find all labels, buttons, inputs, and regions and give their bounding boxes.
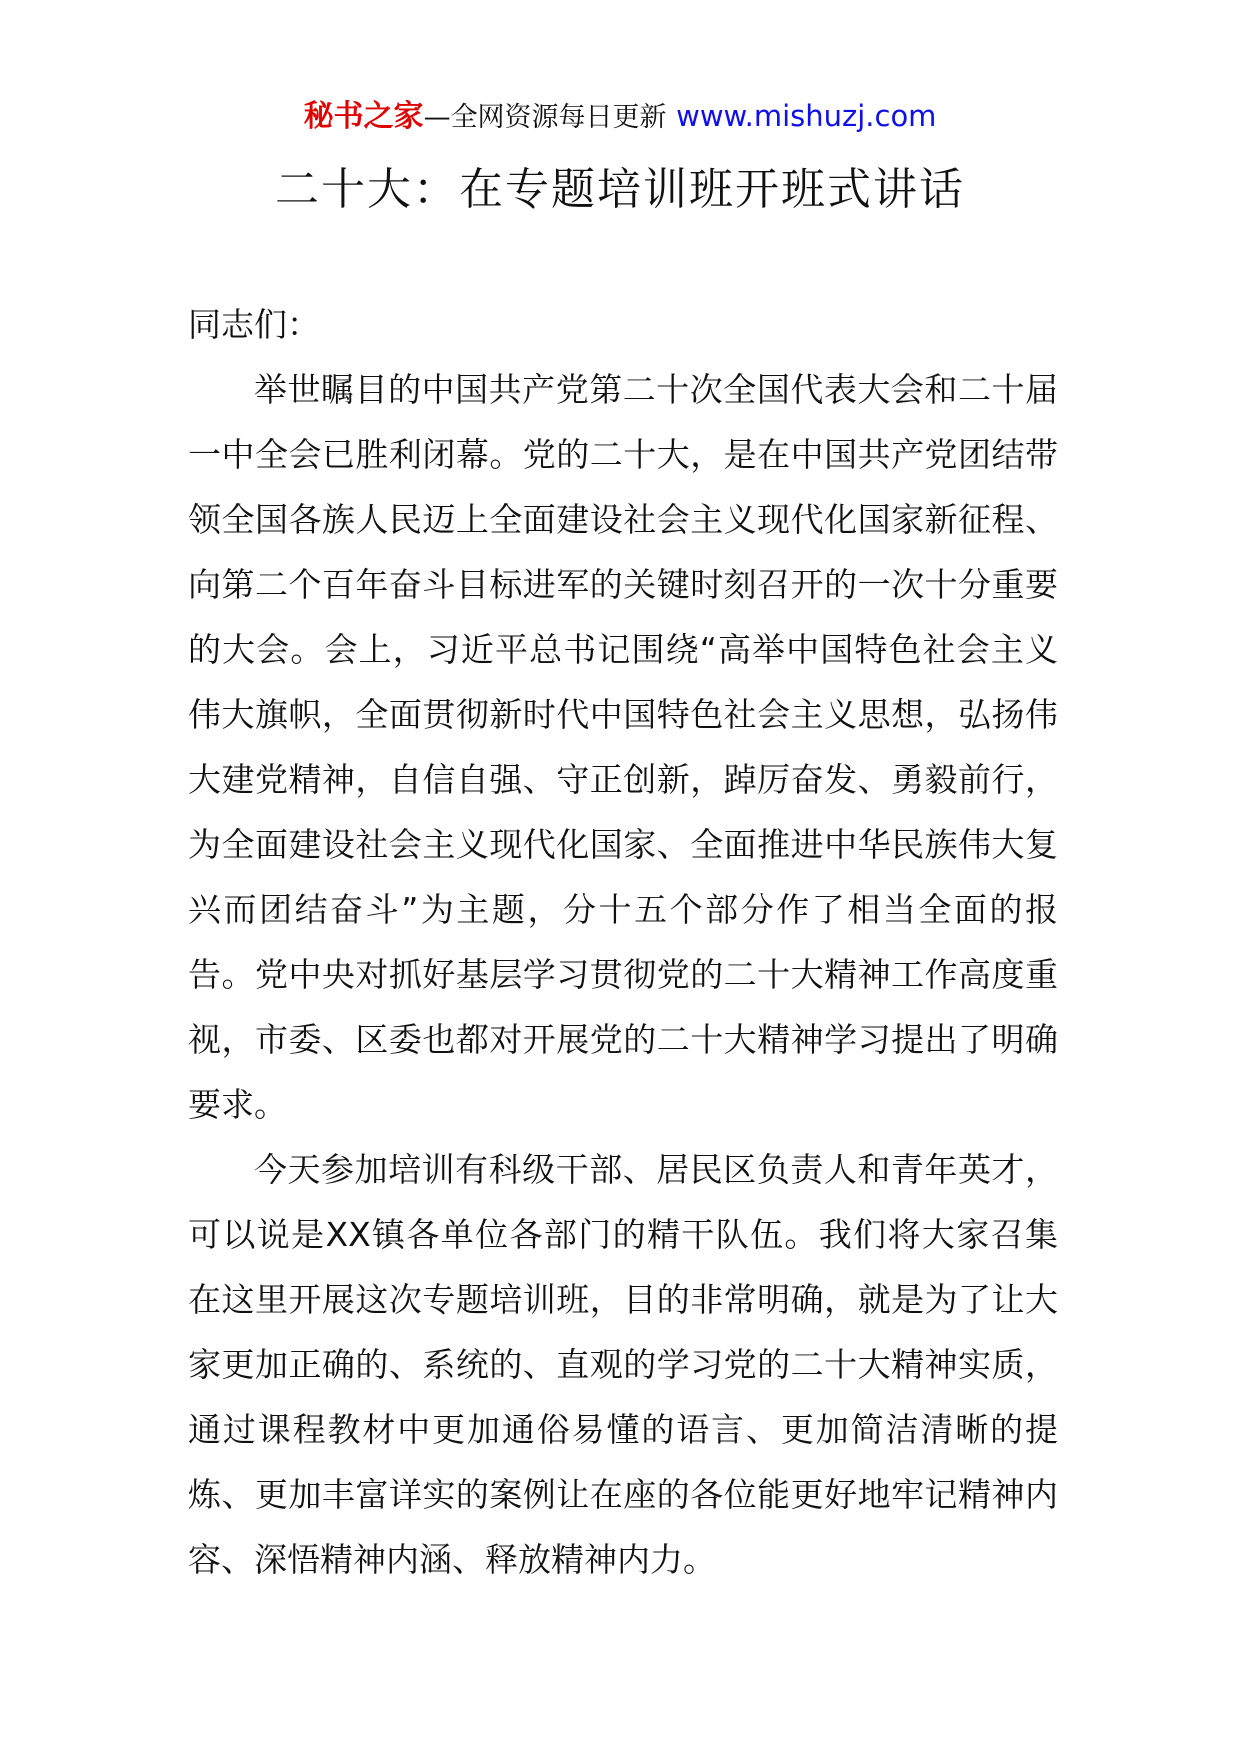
paragraph: 举世瞩目的中国共产党第二十次全国代表大会和二十届一中全会已胜利闭幕。党的二十大，是在中国共产党团结带领全国各族人民迈上全面建设社会主义现代化国家新征程、向第二个百年奋斗目标进军的关键时刻召开的一次十分重要的大会。会上，习近平总书记围绕“高举中国特色社会主义伟大旗帜，全面贯彻新时代中国特色社会主义思想，弘扬伟大建党精神，自信自强、守正创新，踔厉奋发、勇毅前行，为全面建设社会主义现代化国家、全面推进中华民族伟大复兴而团结奋斗”为主题，分十五个部分作了相当全面的报告。党中央对抓好基层学习贯彻党的二十大精神工作高度重视，市委、区委也都对开展党的二十大精神学习提出了明确要求。 — [188, 370, 1058, 1124]
site-brand: 秘书之家 — [303, 99, 424, 134]
document-title: 二十大：在专题培训班开班式讲话 — [275, 164, 965, 215]
site-url-link[interactable]: www.mishuzj.com — [676, 99, 937, 133]
paragraph: 今天参加培训有科级干部、居民区负责人和青年英才，可以说是XX镇各单位各部门的精干队伍。我们将大家召集在这里开展这次专题培训班，目的非常明确，就是为了让大家更加正确的、系统的、直观的学习党的二十大精神实质，通过课程教材中更加通俗易懂的语言、更加简洁清晰的提炼、更加丰富详实的案例让在座的各位能更好地牢记精神内容、深悟精神内涵、释放精神内力。 — [188, 1150, 1058, 1579]
site-tagline: —全网资源每日更新 — [423, 102, 667, 133]
salutation: 同志们： — [188, 305, 320, 344]
document-body — [188, 292, 1058, 1592]
site-header — [0, 96, 1240, 138]
